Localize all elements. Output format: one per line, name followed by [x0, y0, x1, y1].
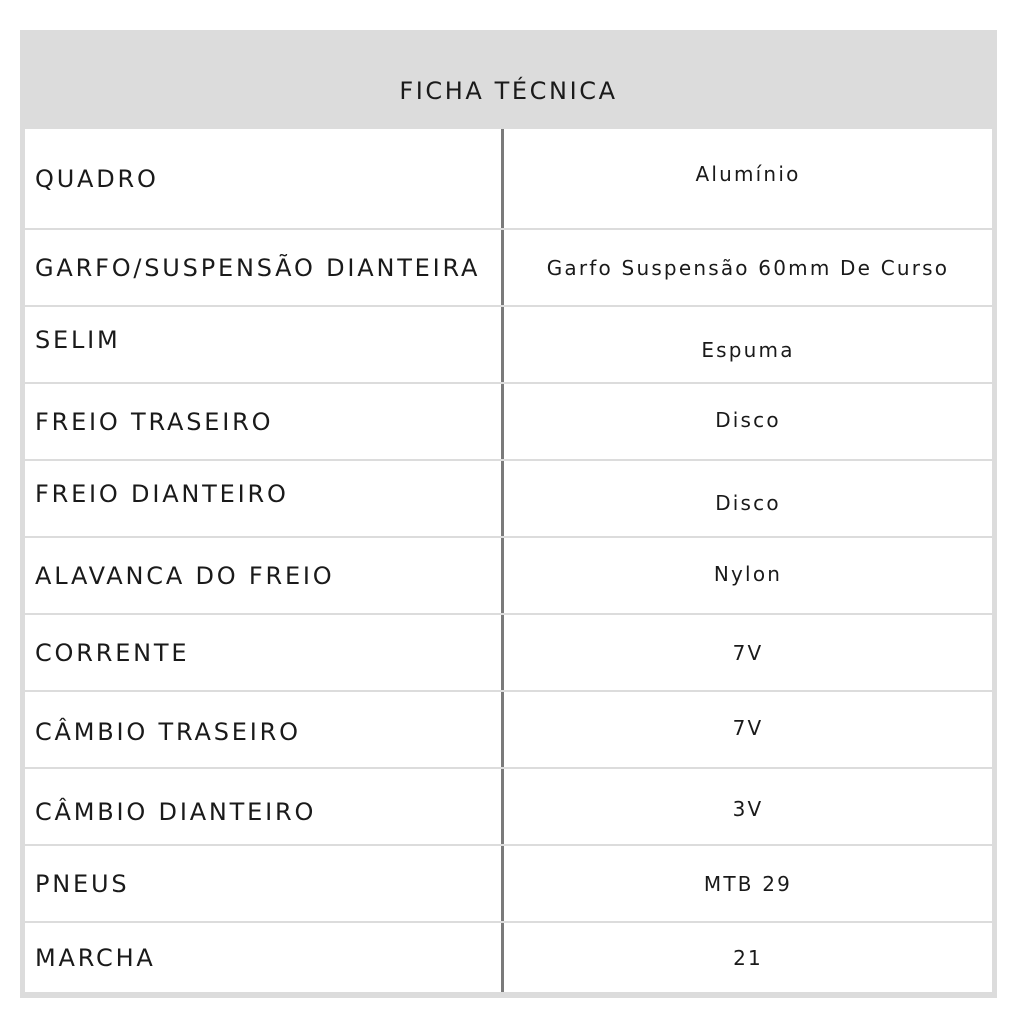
- spec-value: 21: [733, 945, 763, 970]
- spec-label: PNEUS: [35, 869, 130, 898]
- spec-value: Garfo Suspensão 60mm De Curso: [546, 255, 950, 280]
- spec-row-marcha: [25, 923, 992, 992]
- spec-label: ALAVANCA DO FREIO: [35, 561, 335, 590]
- spec-table: [20, 30, 997, 998]
- spec-value: Espuma: [701, 337, 795, 362]
- spec-value: 3V: [732, 796, 764, 821]
- spec-label: FREIO TRASEIRO: [35, 407, 274, 436]
- spec-label: GARFO/SUSPENSÃO DIANTEIRA: [35, 253, 481, 282]
- spec-value: Alumínio: [695, 161, 801, 186]
- spec-value: 7V: [732, 715, 764, 740]
- table-title: FICHA TÉCNICA: [399, 77, 618, 105]
- spec-row-selim: [25, 307, 992, 382]
- spec-row-garfo: [25, 230, 992, 305]
- spec-row-cambio-dianteiro: [25, 769, 992, 844]
- table-header: [20, 30, 997, 127]
- spec-value: Nylon: [713, 561, 783, 586]
- spec-label: CÂMBIO TRASEIRO: [35, 717, 301, 746]
- spec-row-quadro: [25, 129, 992, 228]
- spec-row-pneus: [25, 846, 992, 921]
- spec-label: CÂMBIO DIANTEIRO: [35, 797, 317, 826]
- spec-row-cambio-traseiro: [25, 692, 992, 767]
- spec-label: QUADRO: [35, 164, 159, 193]
- spec-row-freio-traseiro: [25, 384, 992, 459]
- spec-row-freio-dianteiro: [25, 461, 992, 536]
- spec-value: 7V: [732, 640, 764, 665]
- spec-label: FREIO DIANTEIRO: [35, 479, 289, 508]
- spec-row-corrente: [25, 615, 992, 690]
- spec-value: Disco: [715, 490, 781, 515]
- spec-label: CORRENTE: [35, 638, 190, 667]
- spec-row-alavanca: [25, 538, 992, 613]
- spec-label: SELIM: [35, 325, 121, 354]
- spec-value: Disco: [715, 407, 781, 432]
- spec-value: MTB 29: [703, 871, 793, 896]
- spec-label: MARCHA: [35, 943, 156, 972]
